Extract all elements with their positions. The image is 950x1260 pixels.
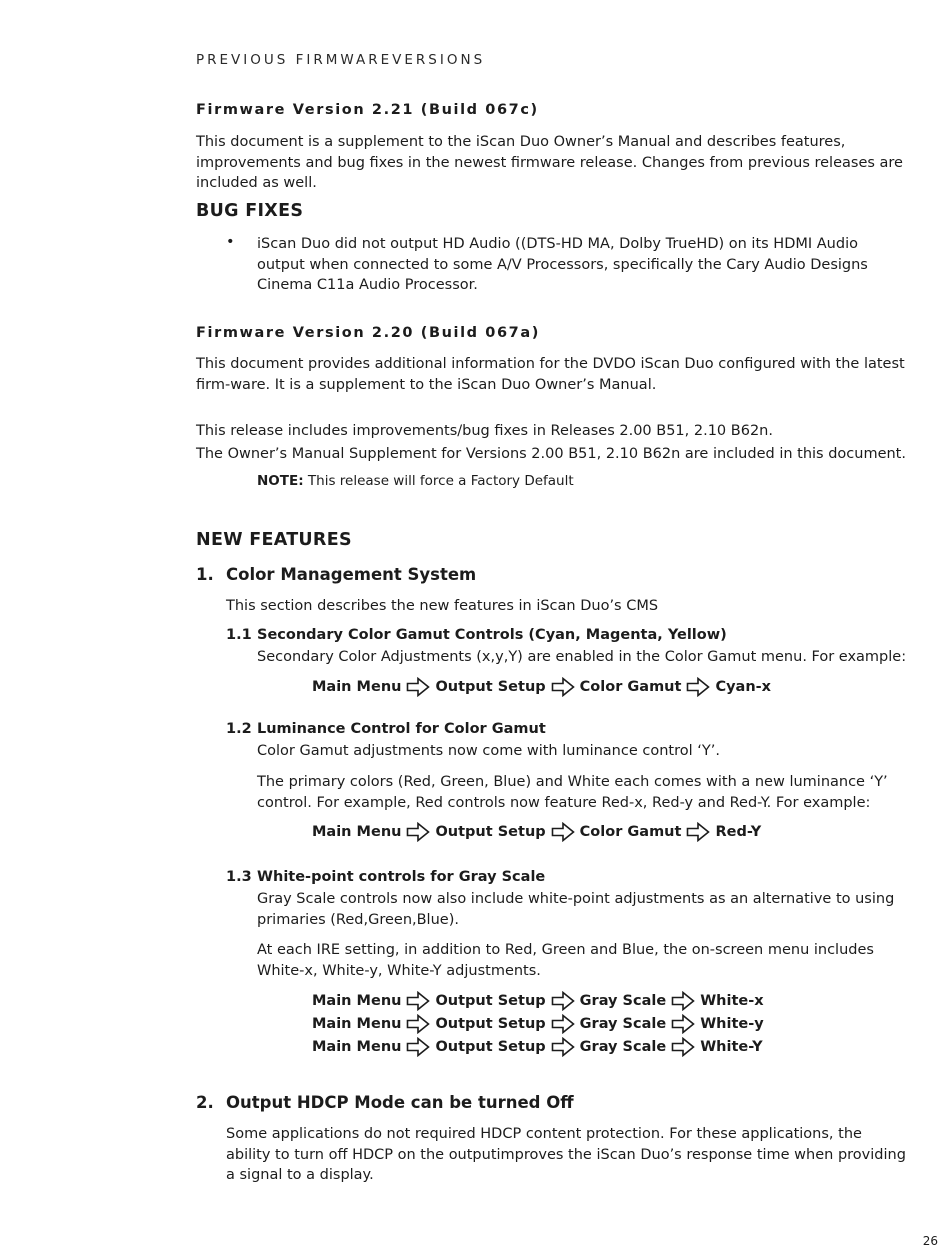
arrow-right-icon xyxy=(406,677,430,697)
menu-path-step: Gray Scale xyxy=(579,1016,667,1032)
menu-path-red xyxy=(312,821,761,843)
section-1-1-number: 1.1 xyxy=(226,627,252,643)
arrow-right-icon xyxy=(406,1014,430,1034)
menu-path-step: Main Menu xyxy=(312,1039,402,1055)
bug-fixes-heading: BUG FIXES xyxy=(196,201,304,221)
menu-path-step: Main Menu xyxy=(312,1016,402,1032)
section-1-1-desc: Secondary Color Adjustments (x,y,Y) are enabled in the Color Gamut menu. For example: xyxy=(257,649,907,665)
arrow-right-icon xyxy=(671,991,695,1011)
menu-path-white-y xyxy=(312,1013,764,1035)
section-1-number: 1. xyxy=(196,565,214,584)
menu-path-step: White-Y xyxy=(700,1039,763,1055)
bullet-icon: • xyxy=(226,234,235,250)
arrow-right-icon xyxy=(551,677,575,697)
firmware-2-20-title: Firmware Version 2.20 (Build 067a) xyxy=(196,325,540,341)
menu-path-step: Output Setup xyxy=(435,824,546,840)
release-line-2: The Owner’s Manual Supplement for Versions 2.00 B51, 2.10 B62n are included in this document. xyxy=(196,446,906,462)
menu-path-step: Main Menu xyxy=(312,993,402,1009)
menu-path-step: Output Setup xyxy=(435,993,546,1009)
section-2-number: 2. xyxy=(196,1093,214,1112)
menu-path-step: Main Menu xyxy=(312,679,402,695)
note-text: This release will force a Factory Default xyxy=(303,473,574,489)
section-1-3-number: 1.3 xyxy=(226,869,252,885)
arrow-right-icon xyxy=(671,1014,695,1034)
firmware-2-21-intro: This document is a supplement to the iScan Duo Owner’s Manual and describes features, improvements and bug fixes in the newest firmware release. Changes from previous releases are included as well. xyxy=(196,134,903,191)
section-1-2-desc-2: The primary colors (Red, Green, Blue) and White each comes with a new luminance ‘Y’ control. For example, Red controls now feature Red-x, Red-y and Red-Y. For example: xyxy=(257,774,888,811)
menu-path-white-Y xyxy=(312,1036,763,1058)
arrow-right-icon xyxy=(551,991,575,1011)
new-features-heading: NEW FEATURES xyxy=(196,530,352,550)
arrow-right-icon xyxy=(551,822,575,842)
firmware-2-21-title: Firmware Version 2.21 (Build 067c) xyxy=(196,102,539,118)
menu-path-step: Output Setup xyxy=(435,1016,546,1032)
page-header: PREVIOUS FIRMWAREVERSIONS xyxy=(196,52,486,68)
arrow-right-icon xyxy=(406,822,430,842)
note-label: NOTE: xyxy=(257,473,304,489)
menu-path-step: Color Gamut xyxy=(579,679,682,695)
arrow-right-icon xyxy=(406,1037,430,1057)
menu-path-step: Output Setup xyxy=(435,1039,546,1055)
section-1-3-title: White-point controls for Gray Scale xyxy=(257,869,546,885)
arrow-right-icon xyxy=(671,1037,695,1057)
section-2-desc: Some applications do not required HDCP content protection. For these applications, the ability to turn off HDCP on the outputimproves the iScan Duo’s response time when providing a signal to a display. xyxy=(226,1126,906,1183)
factory-default-note xyxy=(257,473,574,489)
menu-path-step: Output Setup xyxy=(435,679,546,695)
section-1-2-title: Luminance Control for Color Gamut xyxy=(257,721,546,737)
menu-path-step: Main Menu xyxy=(312,824,402,840)
release-line-1: This release includes improvements/bug fixes in Releases 2.00 B51, 2.10 B62n. xyxy=(196,423,773,439)
section-1-title: Color Management System xyxy=(226,565,477,584)
menu-path-white-x xyxy=(312,990,764,1012)
menu-path-step: Gray Scale xyxy=(579,993,667,1009)
section-1-2-desc-1: Color Gamut adjustments now come with luminance control ‘Y’. xyxy=(257,743,720,759)
arrow-right-icon xyxy=(551,1014,575,1034)
menu-path-step: Color Gamut xyxy=(579,824,682,840)
bug-fix-item: iScan Duo did not output HD Audio ((DTS-HD MA, Dolby TrueHD) on its HDMI Audio output when connected to some A/V Processors, specifically the Cary Audio Designs Cinema C11a Audio Processor. xyxy=(257,236,868,293)
menu-path-cyan xyxy=(312,676,771,698)
arrow-right-icon xyxy=(686,677,710,697)
menu-path-step: White-x xyxy=(700,993,764,1009)
page-number: 26 xyxy=(922,1234,938,1248)
section-1-3-desc-1: Gray Scale controls now also include white-point adjustments as an alternative to using primaries (Red,Green,Blue). xyxy=(257,891,895,928)
menu-path-step: Red-Y xyxy=(715,824,762,840)
section-1-desc: This section describes the new features in iScan Duo’s CMS xyxy=(226,598,659,614)
arrow-right-icon xyxy=(686,822,710,842)
section-2-title: Output HDCP Mode can be turned Off xyxy=(226,1093,574,1112)
menu-path-step: Cyan-x xyxy=(715,679,772,695)
section-1-2-number: 1.2 xyxy=(226,721,252,737)
menu-path-step: Gray Scale xyxy=(579,1039,667,1055)
arrow-right-icon xyxy=(406,991,430,1011)
section-1-1-title: Secondary Color Gamut Controls (Cyan, Magenta, Yellow) xyxy=(257,627,727,643)
firmware-2-20-intro: This document provides additional information for the DVDO iScan Duo configured with the latest firm-ware. It is a supplement to the iScan Duo Owner’s Manual. xyxy=(196,356,905,393)
arrow-right-icon xyxy=(551,1037,575,1057)
section-1-3-desc-2: At each IRE setting, in addition to Red, Green and Blue, the on-screen menu includes White-x, White-y, White-Y adjustments. xyxy=(257,942,874,979)
menu-path-step: White-y xyxy=(700,1016,764,1032)
